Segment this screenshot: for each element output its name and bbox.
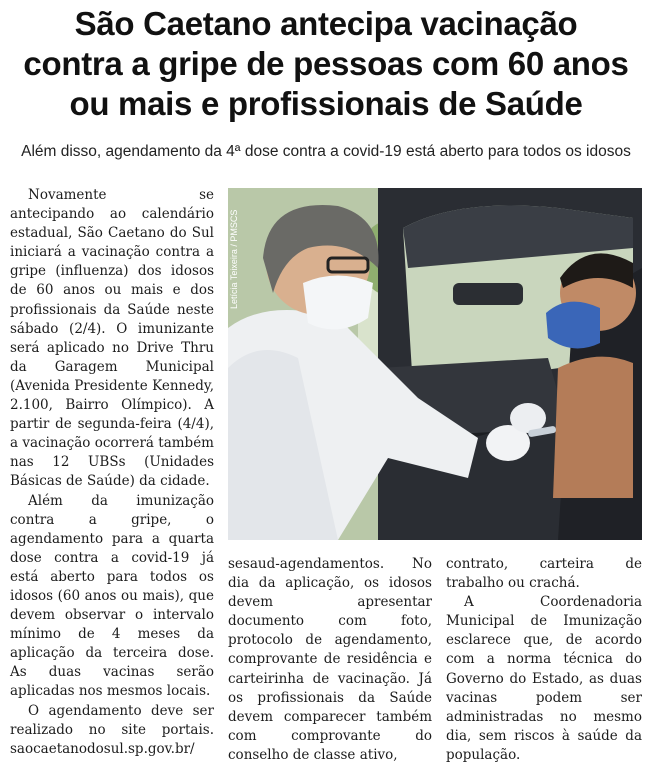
paragraph: Além da imunização contra a gripe, o agendamento para a quarta dose contra a covid-19 já está aberto para todos os idosos (60 anos ou mais), que devem observar o intervalo mínimo de 4 meses da aplicação da terceira dose. As duas vacinas serão aplicadas nos mesmos locais.: [10, 492, 214, 700]
headline-line-1: São Caetano antecipa vacinação: [74, 5, 578, 42]
article-column-3: [446, 555, 642, 765]
photo-credit: Letícia Teixeira / PMSCS: [229, 209, 239, 309]
headline-line-3: ou mais e profissionais de Saúde: [69, 85, 583, 122]
subheadline: Além disso, agendamento da 4ª dose contra a covid-19 está aberto para todos os idosos: [21, 143, 631, 160]
paragraph: O agendamento deve ser realizado no site portais. saocaetanodosul.sp.gov.br/: [10, 702, 214, 757]
paragraph: sesaud-agendamentos. No dia da aplicação, os idosos devem apresentar documento com foto, protocolo de agendamento, comprovante de residência e carteirinha de vacinação. Já os profissionais da Saúde devem comparecer também com comprovante do conselho de classe ativo,: [228, 556, 432, 763]
vaccination-photo: [228, 188, 642, 540]
paragraph: A Coordenadoria Municipal de Imunização esclarece que, de acordo com a norma técnica do Governo do Estado, as duas vacinas podem ser administradas no mesmo dia, sem riscos à saúde da população.: [446, 594, 642, 763]
article-column-1: [10, 186, 214, 759]
headline-line-2: contra a gripe de pessoas com 60 anos: [23, 45, 629, 82]
article-column-2: [228, 555, 432, 765]
headline: [0, 4, 652, 124]
paragraph: contrato, carteira de trabalho ou crachá.: [446, 556, 642, 592]
paragraph: Novamente se antecipando ao calendário estadual, São Caetano do Sul iniciará a vacinação contra a gripe (influenza) dos idosos de 60 anos ou mais e dos profissionais da Saúde neste sábado (2/4). O imunizante será aplicado no Drive Thru da Garagem Municipal (Avenida Presidente Kennedy, 2.100, Bairro Olímpico). A partir de segunda-feira (4/4), a vacinação ocorrerá também nas 12 UBSs (Unidades Básicas de Saúde) da cidade.: [10, 187, 214, 490]
